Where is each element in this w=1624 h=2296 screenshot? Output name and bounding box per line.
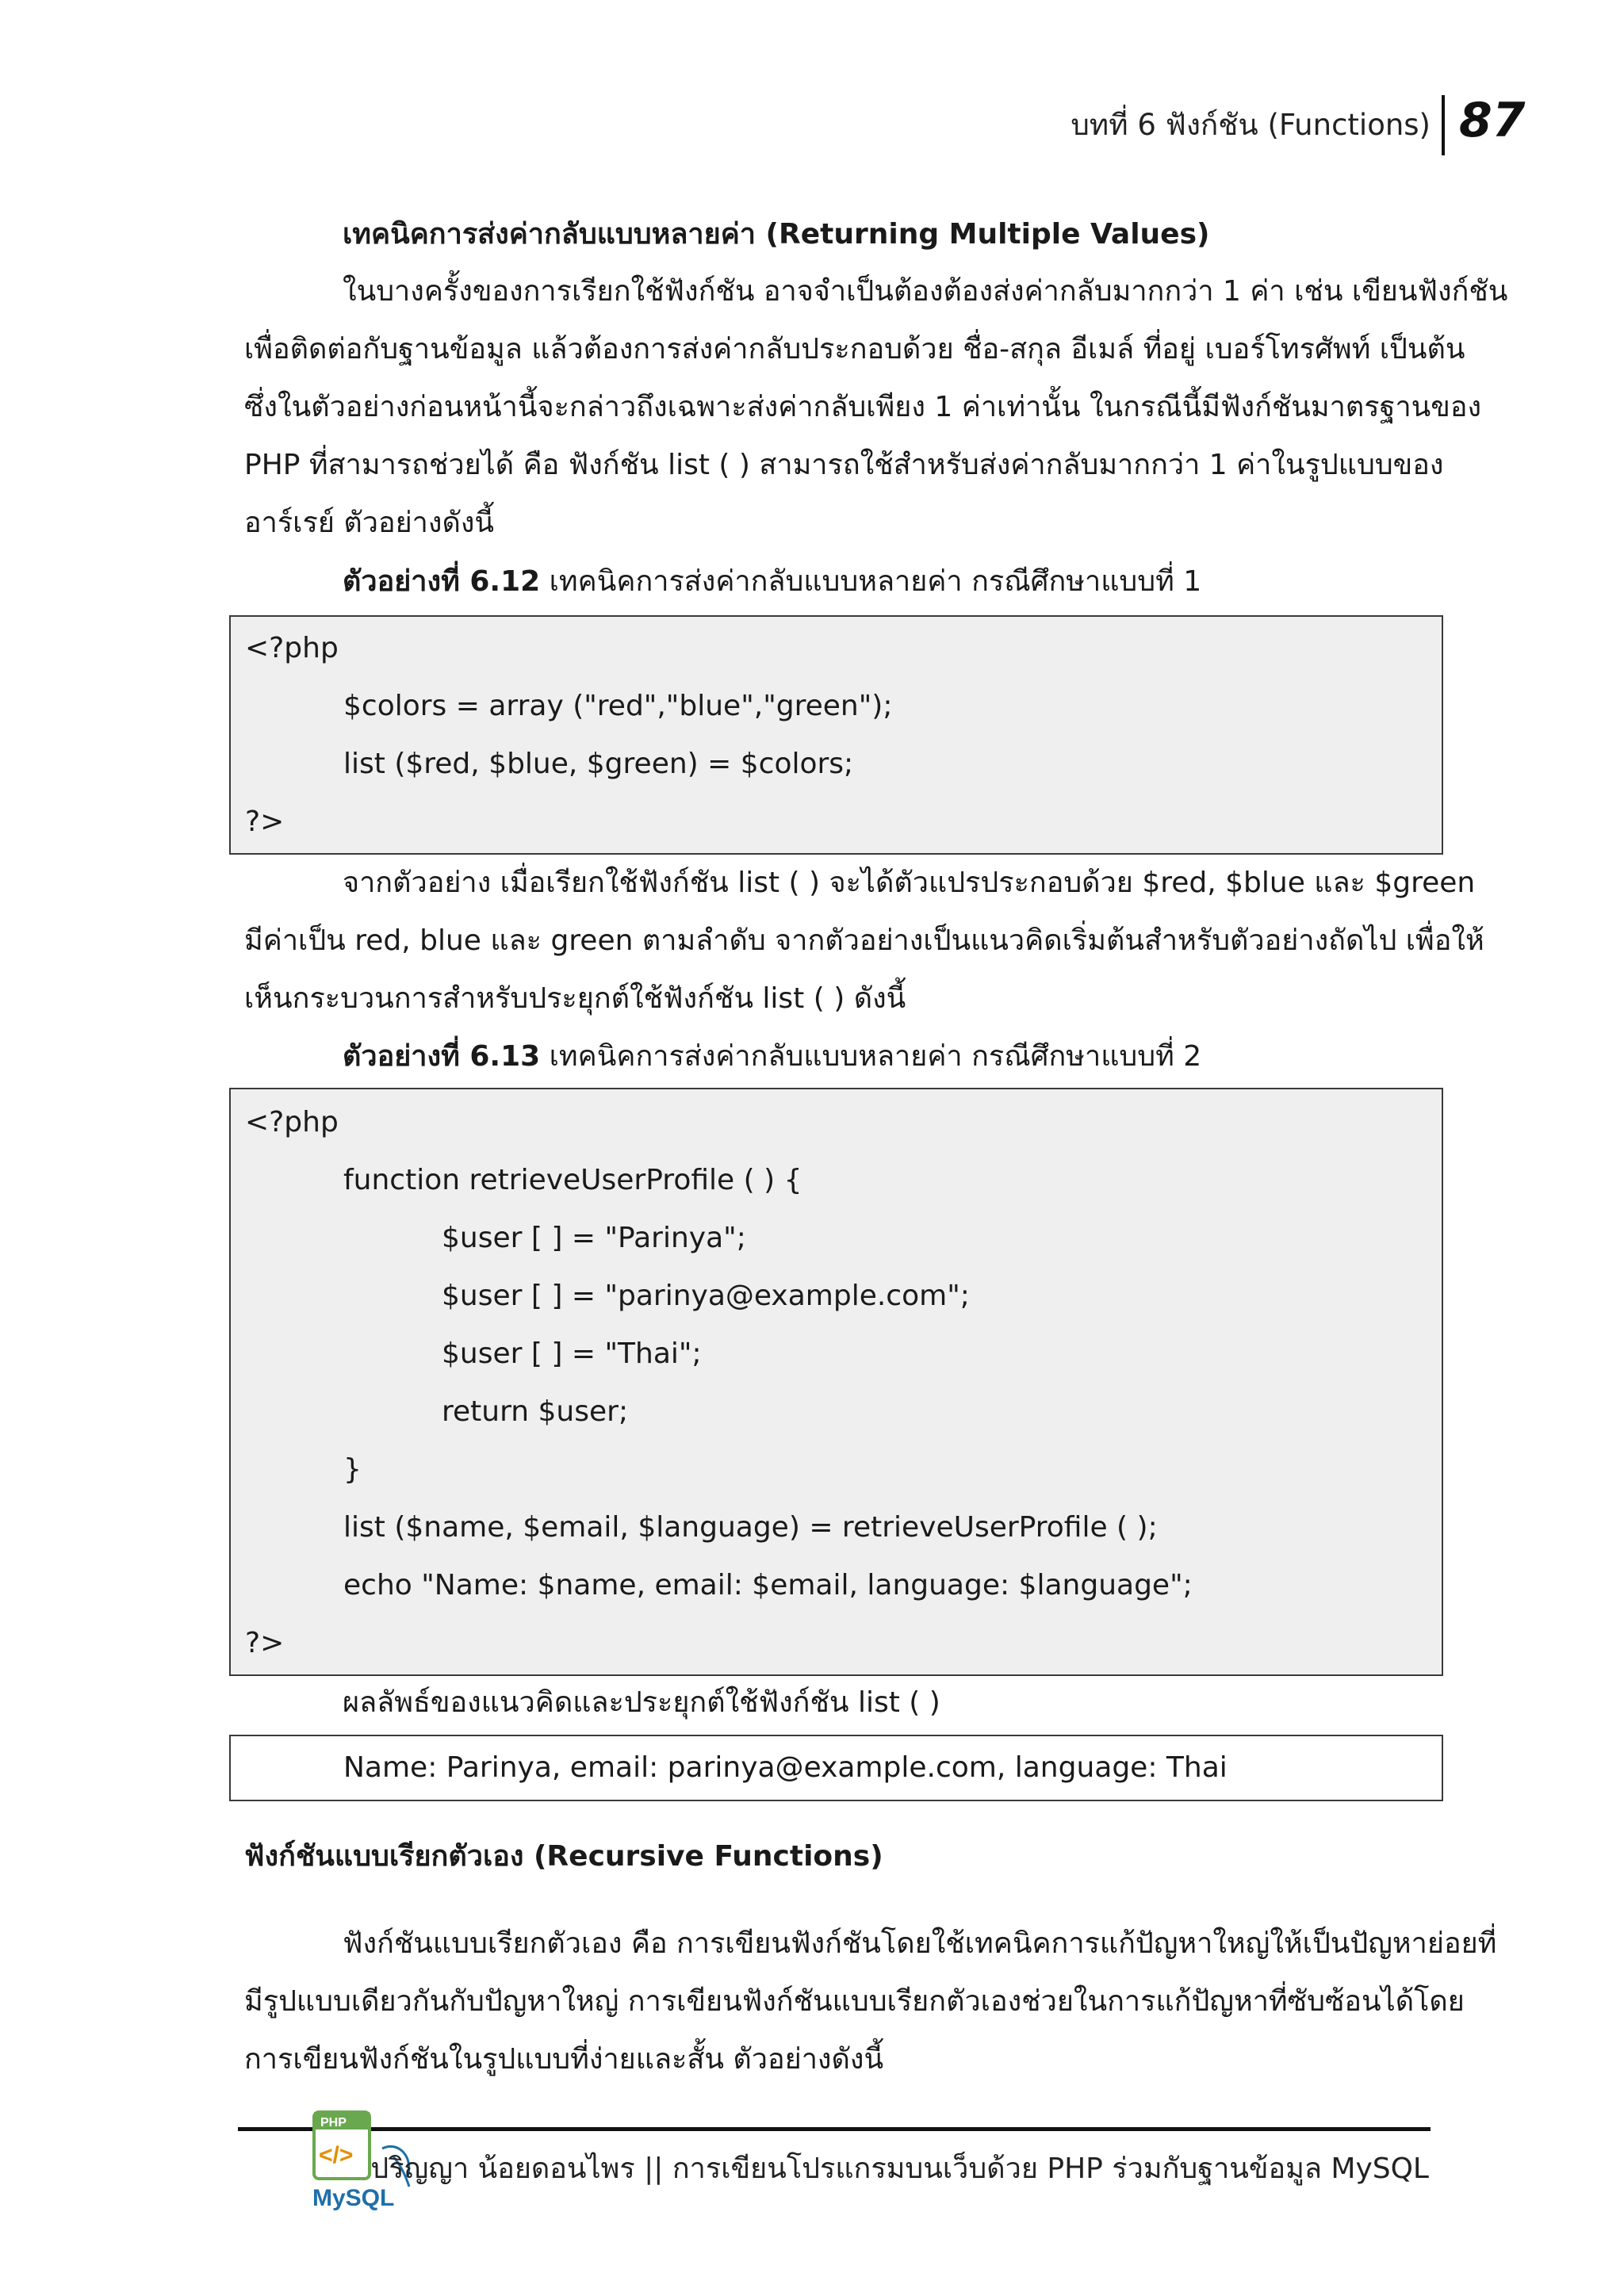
section-heading-returning-multiple: เทคนิคการส่งค่ากลับแบบหลายค่า (Returning Multiple Values) [343, 218, 1210, 251]
running-title: บทที่ 6 ฟังก์ชัน (Functions) [1071, 108, 1431, 142]
code-line: return $user; [442, 1395, 629, 1428]
paragraph-line: เห็นกระบวนการสำหรับประยุกต์ใช้ฟังก์ชัน list ( ) ดังนี้ [244, 982, 906, 1015]
code-line: list ($name, $email, $language) = retrieveUserProfile ( ); [343, 1511, 1158, 1544]
code-line: $user [ ] = "parinya@example.com"; [442, 1280, 970, 1312]
paragraph-line: PHP ที่สามารถช่วยได้ คือ ฟังก์ชัน list ( ) สามารถใช้สำหรับส่งค่ากลับมากกว่า 1 ค่าในรูปแบบของ [244, 449, 1444, 481]
paragraph-line: อาร์เรย์ ตัวอย่างดังนี้ [244, 507, 495, 539]
page-number: 87 [1459, 93, 1526, 148]
example-caption-text: เทคนิคการส่งค่ากลับแบบหลายค่า กรณีศึกษาแบบที่ 2 [540, 1040, 1202, 1073]
code-line: function retrieveUserProfile ( ) { [343, 1164, 802, 1196]
php-label: PHP [320, 2116, 347, 2130]
output-box [229, 1735, 1443, 1801]
code-line: ?> [245, 1627, 285, 1659]
paragraph-line: ฟังก์ชันแบบเรียกตัวเอง คือ การเขียนฟังก์ชันโดยใช้เทคนิคการแก้ปัญหาใหญ่ให้เป็นปัญหาย่อยที่ [343, 1927, 1497, 1960]
code-line: <?php [245, 1106, 339, 1138]
code-line: $colors = array ("red","blue","green"); [343, 690, 893, 722]
code-line: echo "Name: $name, email: $email, language: $language"; [343, 1569, 1193, 1601]
header-divider [1442, 95, 1445, 155]
code-box-example-6-12 [229, 615, 1443, 855]
output-line: Name: Parinya, email: parinya@example.com, language: Thai [343, 1751, 1228, 1784]
code-tag-label: </> [319, 2142, 354, 2168]
example-label: ตัวอย่างที่ 6.13 [343, 1040, 541, 1073]
example-caption [343, 560, 1201, 604]
mysql-label: MySQL [312, 2185, 395, 2211]
paragraph-line: ซึ่งในตัวอย่างก่อนหน้านี้จะกล่าวถึงเฉพาะส่งค่ากลับเพียง 1 ค่าเท่านั้น ในกรณีนี้มีฟังก์ชันมาตรฐานของ [244, 391, 1482, 423]
paragraph-line: จากตัวอย่าง เมื่อเรียกใช้ฟังก์ชัน list ( ) จะได้ตัวแปรประกอบด้วย $red, $blue และ $green [343, 867, 1476, 899]
code-line: $user [ ] = "Thai"; [442, 1337, 702, 1370]
code-line: <?php [245, 632, 339, 664]
footer-text: ปริญญา น้อยดอนไพร || การเขียนโปรแกรมบนเว็บด้วย PHP ร่วมกับฐานข้อมูล MySQL [370, 2152, 1429, 2185]
section-heading-recursive: ฟังก์ชันแบบเรียกตัวเอง (Recursive Functions) [244, 1840, 883, 1873]
example-caption-text: เทคนิคการส่งค่ากลับแบบหลายค่า กรณีศึกษาแบบที่ 1 [540, 565, 1202, 598]
code-line: list ($red, $blue, $green) = $colors; [343, 748, 854, 780]
paragraph-line: การเขียนฟังก์ชันในรูปแบบที่ง่ายและสั้น ตัวอย่างดังนี้ [244, 2043, 884, 2076]
code-box-example-6-13 [229, 1088, 1443, 1676]
paragraph-line: มีรูปแบบเดียวกันกับปัญหาใหญ่ การเขียนฟังก์ชันแบบเรียกตัวเองช่วยในการแก้ปัญหาที่ซับซ้อนได้โดย [244, 1985, 1465, 2018]
code-line: ?> [245, 806, 285, 838]
paragraph-line: เพื่อติดต่อกับฐานข้อมูล แล้วต้องการส่งค่ากลับประกอบด้วย ชื่อ-สกุล อีเมล์ ที่อยู่ เบอร์โทรศัพท์ เป็นต้น [244, 333, 1465, 365]
result-caption: ผลลัพธ์ของแนวคิดและประยุกต์ใช้ฟังก์ชัน list ( ) [343, 1686, 940, 1719]
example-caption [343, 1035, 1201, 1079]
paragraph-line: ในบางครั้งของการเรียกใช้ฟังก์ชัน อาจจำเป็นต้องต้องส่งค่ากลับมากกว่า 1 ค่า เช่น เขียนฟังก์ชัน [343, 275, 1508, 308]
code-line: $user [ ] = "Parinya"; [442, 1222, 746, 1254]
example-label: ตัวอย่างที่ 6.12 [343, 565, 541, 598]
paragraph-line: มีค่าเป็น red, blue และ green ตามลำดับ จากตัวอย่างเป็นแนวคิดเริ่มต้นสำหรับตัวอย่างถัดไป เพื่อให้ [244, 924, 1484, 957]
code-line: } [343, 1453, 362, 1486]
